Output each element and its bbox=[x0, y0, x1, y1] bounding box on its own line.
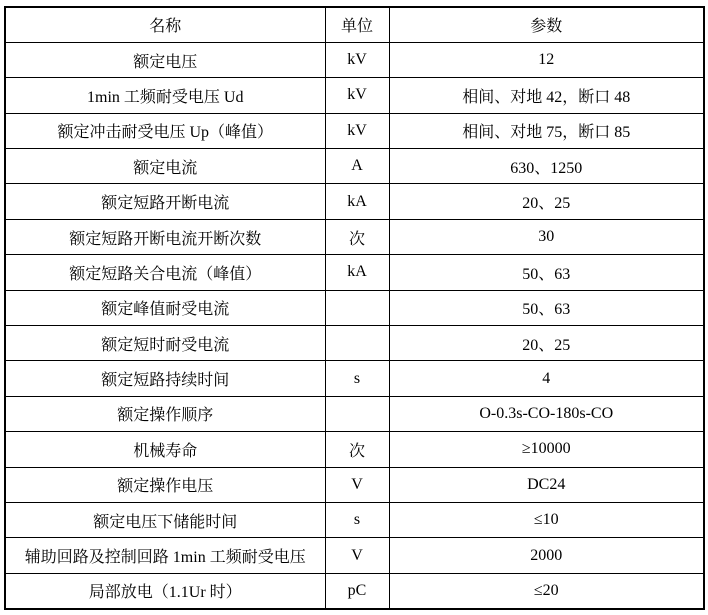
header-cell-unit: 单位 bbox=[325, 7, 389, 42]
table-cell-value: DC24 bbox=[389, 467, 704, 502]
table-cell-name: 额定短路关合电流（峰值） bbox=[5, 255, 325, 290]
table-row bbox=[5, 467, 704, 502]
table-cell-unit: s bbox=[325, 361, 389, 396]
table-row bbox=[5, 42, 704, 77]
table-cell-name: 额定短路持续时间 bbox=[5, 361, 325, 396]
table-cell-name: 1min 工频耐受电压 Ud bbox=[5, 78, 325, 113]
table-row bbox=[5, 573, 704, 608]
table-cell-name: 额定峰值耐受电流 bbox=[5, 290, 325, 325]
table-cell-unit bbox=[325, 396, 389, 431]
table-cell-name: 额定短路开断电流 bbox=[5, 184, 325, 219]
header-cell-name: 名称 bbox=[5, 7, 325, 42]
table-row bbox=[5, 361, 704, 396]
table-cell-unit: 次 bbox=[325, 432, 389, 467]
table-cell-name: 额定短路开断电流开断次数 bbox=[5, 219, 325, 254]
table-cell-unit: kA bbox=[325, 184, 389, 219]
table-cell-unit: V bbox=[325, 538, 389, 573]
table-cell-value: 2000 bbox=[389, 538, 704, 573]
table-cell-unit bbox=[325, 290, 389, 325]
table-cell-value: 50、63 bbox=[389, 255, 704, 290]
table-cell-name: 额定电流 bbox=[5, 149, 325, 184]
table-cell-value: ≥10000 bbox=[389, 432, 704, 467]
table-cell-unit: pC bbox=[325, 573, 389, 608]
table-cell-name: 额定短时耐受电流 bbox=[5, 326, 325, 361]
table-cell-name: 额定冲击耐受电压 Up（峰值） bbox=[5, 113, 325, 148]
table-cell-unit: 次 bbox=[325, 219, 389, 254]
table-cell-value: 4 bbox=[389, 361, 704, 396]
table-cell-value: O-0.3s-CO-180s-CO bbox=[389, 396, 704, 431]
table-cell-value: ≤10 bbox=[389, 502, 704, 537]
table-row bbox=[5, 219, 704, 254]
table-cell-value: 12 bbox=[389, 42, 704, 77]
table-cell-unit: V bbox=[325, 467, 389, 502]
table-row bbox=[5, 149, 704, 184]
table-row bbox=[5, 396, 704, 431]
table-body bbox=[5, 42, 704, 608]
table-header bbox=[5, 7, 704, 42]
table-row bbox=[5, 538, 704, 573]
table-cell-name: 额定电压下储能时间 bbox=[5, 502, 325, 537]
table-row bbox=[5, 78, 704, 113]
table-cell-name: 额定操作电压 bbox=[5, 467, 325, 502]
table-cell-unit: kA bbox=[325, 255, 389, 290]
table-cell-unit: A bbox=[325, 149, 389, 184]
table-row bbox=[5, 432, 704, 467]
table-cell-value: 相间、对地 75，断口 85 bbox=[389, 113, 704, 148]
table-cell-value: 50、63 bbox=[389, 290, 704, 325]
table-cell-value: 20、25 bbox=[389, 326, 704, 361]
table-cell-unit: kV bbox=[325, 78, 389, 113]
table-row bbox=[5, 184, 704, 219]
spec-table bbox=[4, 6, 705, 610]
table-cell-name: 机械寿命 bbox=[5, 432, 325, 467]
table-cell-name: 局部放电（1.1Ur 时） bbox=[5, 573, 325, 608]
table-row bbox=[5, 502, 704, 537]
table-cell-value: 630、1250 bbox=[389, 149, 704, 184]
table-row bbox=[5, 255, 704, 290]
table-cell-value: 30 bbox=[389, 219, 704, 254]
table-cell-unit: s bbox=[325, 502, 389, 537]
header-cell-value: 参数 bbox=[389, 7, 704, 42]
table-row bbox=[5, 113, 704, 148]
table-cell-value: ≤20 bbox=[389, 573, 704, 608]
table-cell-name: 额定电压 bbox=[5, 42, 325, 77]
table-cell-name: 辅助回路及控制回路 1min 工频耐受电压 bbox=[5, 538, 325, 573]
table-cell-unit bbox=[325, 326, 389, 361]
table-cell-name: 额定操作顺序 bbox=[5, 396, 325, 431]
header-row bbox=[5, 7, 704, 42]
table-cell-value: 20、25 bbox=[389, 184, 704, 219]
table-row bbox=[5, 290, 704, 325]
table-cell-unit: kV bbox=[325, 113, 389, 148]
table-cell-value: 相间、对地 42，断口 48 bbox=[389, 78, 704, 113]
table-cell-unit: kV bbox=[325, 42, 389, 77]
table-row bbox=[5, 326, 704, 361]
